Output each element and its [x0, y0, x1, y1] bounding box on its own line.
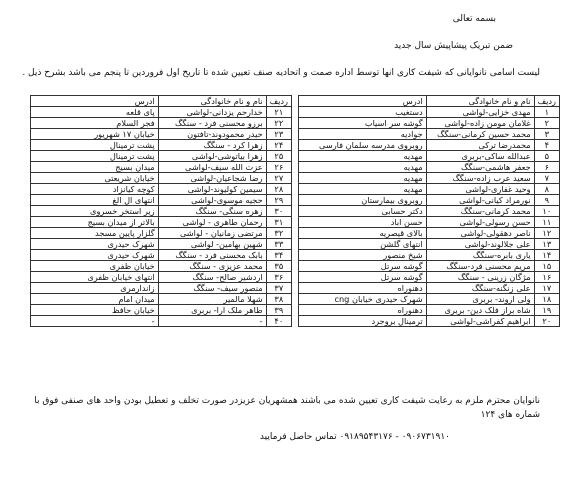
baker-address: مهدیه [298, 162, 426, 173]
row-number: ۱۲ [534, 228, 559, 239]
header-row: ردیف [266, 96, 291, 107]
row-number: ۲۲ [266, 118, 291, 129]
row-number: ۷ [534, 173, 559, 184]
table-row [298, 217, 559, 228]
baker-address: گوشه سرتل [298, 261, 426, 272]
table-row [298, 305, 559, 316]
row-number: ۱۳ [534, 239, 559, 250]
table-row [298, 118, 559, 129]
baker-address: شهرک حیدری [30, 239, 158, 250]
row-number: ۱۱ [534, 217, 559, 228]
baker-name: شاه براز فلک دین- بربری [426, 305, 534, 316]
row-number: ۱۹ [534, 305, 559, 316]
row-number: ۱۵ [534, 261, 559, 272]
baker-address: زیر استخر خسروی [30, 206, 158, 217]
baker-name: محمد عزیزی - سنگگ [158, 261, 266, 272]
table-row [30, 305, 291, 316]
row-number: ۱۴ [534, 250, 559, 261]
baker-address: انتهای خیابان ظفری [30, 272, 158, 283]
header-name: نام و نام خانوادگی [158, 96, 266, 107]
table-row [298, 283, 559, 294]
baker-name: ناصر دهقولی-لواشی [426, 228, 534, 239]
table-row [298, 294, 559, 305]
table-row [298, 261, 559, 272]
baker-name: مرتضی زمانیان - لواشی [158, 228, 266, 239]
row-number: ۲۱ [266, 107, 291, 118]
baker-address: فجر السلام [30, 118, 158, 129]
row-number: ۶ [534, 162, 559, 173]
table-row [298, 107, 559, 118]
baker-name: نورمراد کیانی-لواشی [426, 195, 534, 206]
baker-name: غلامان مومن زاده-لواشی [426, 118, 534, 129]
baker-address: پشت ترمینال [30, 140, 158, 151]
row-number: ۳۴ [266, 250, 291, 261]
row-number: ۳۸ [266, 294, 291, 305]
baker-name: مهدی خزایی-لواشی [426, 107, 534, 118]
baker-name: جعفر هاشمی-سنگگ [426, 162, 534, 173]
table-row [30, 316, 291, 327]
table-row [30, 140, 291, 151]
baker-name: زهرا بیاتوشی-لواشی [158, 151, 266, 162]
table-row [30, 250, 291, 261]
baker-name: محمدرضا ترکی [426, 140, 534, 151]
baker-name: زهره سنگی- سنگگ [158, 206, 266, 217]
baker-address: زاندارمری [30, 283, 158, 294]
baker-address: خیابان ظفری [30, 261, 158, 272]
table-header [30, 96, 291, 107]
row-number: ۴ [534, 140, 559, 151]
baker-address: مهدیه [298, 184, 426, 195]
baker-name: عزت الله سیف-لواشی [158, 162, 266, 173]
row-number: ۳۳ [266, 239, 291, 250]
baker-name: عبدالله ساکی-بربری [426, 151, 534, 162]
baker-address: میدان بسیج [30, 162, 158, 173]
baker-address: مهدیه [298, 151, 426, 162]
table-row [298, 151, 559, 162]
baker-address: ترمینال بروجرد [298, 316, 426, 327]
baker-address: بالای قیصریه [298, 228, 426, 239]
header-address: ادرس [30, 96, 158, 107]
baker-name: خدارحم یزدانی-لواشی [158, 107, 266, 118]
baker-name: سعید عرب زاده-سنگگ [426, 173, 534, 184]
baker-name: برزو محسنی فرد - سنگگ [158, 118, 266, 129]
baker-name: - [158, 316, 266, 327]
baker-address: کوچه کیانزاد [30, 184, 158, 195]
row-number: ۱ [534, 107, 559, 118]
baker-address: دهنوراه [298, 305, 426, 316]
intro-text: لیست اسامی نانوایانی که شیفت کاری انها توسط اداره صمت و اتحادیه صنف تعیین شده تا تاریخ اول فروردین تا پنجم می باشد بشرح ذیل . [22, 68, 540, 78]
row-number: ۱۰ [534, 206, 559, 217]
table-header [298, 96, 559, 107]
row-number: ۱۸ [534, 294, 559, 305]
baker-address: خیابان ۱۷ شهریور [30, 129, 158, 140]
table-row [30, 184, 291, 195]
baker-address: دهنوراه [298, 283, 426, 294]
table-row [30, 118, 291, 129]
baker-name: منصور سیف- سنگگ [158, 283, 266, 294]
baker-name: علی زنگنه-سنگگ [426, 283, 534, 294]
row-number: ۲۷ [266, 173, 291, 184]
table-row [30, 162, 291, 173]
row-number: ۲۸ [266, 184, 291, 195]
baker-name: مژگان زرینی - سنگگ [426, 272, 534, 283]
table-row [30, 151, 291, 162]
table-row [298, 250, 559, 261]
baker-name: ولی اروند- بربری [426, 294, 534, 305]
baker-address: شیخ منصور [298, 250, 426, 261]
baker-address: انتهای گلشن [298, 239, 426, 250]
row-number: ۳۷ [266, 283, 291, 294]
row-number: ۲۵ [266, 151, 291, 162]
contact-text: ۰۹۰۶۷۳۱۹۱۰ - ۰۹۱۸۹۵۴۳۱۷۶ تماس حاصل فرمایید [259, 432, 450, 442]
row-number: ۲۹ [266, 195, 291, 206]
row-number: ۳۱ [266, 217, 291, 228]
table-row [30, 294, 291, 305]
table-row [298, 316, 559, 327]
baker-address: جوادیه [298, 129, 426, 140]
basmala: بسمه تعالی [452, 14, 496, 24]
baker-address: انتهای ال الغ [30, 195, 158, 206]
baker-name: طاهر ملک ارا- بربری [158, 305, 266, 316]
greeting: ضمن تبریک پیشاپیش سال جدید [394, 41, 513, 51]
baker-address: دکتر حسابی [298, 206, 426, 217]
table-row [298, 228, 559, 239]
baker-address: پای قلعه [30, 107, 158, 118]
baker-address: شهرک حیدری خیابان cng [298, 294, 426, 305]
table-row [30, 107, 291, 118]
table-row [298, 184, 559, 195]
baker-address: پشت ترمینال [30, 151, 158, 162]
baker-name: شهین بهامین- لواشی [158, 239, 266, 250]
baker-address: میدان امام [30, 294, 158, 305]
baker-address: خیابان حافظ [30, 305, 158, 316]
table-row [298, 140, 559, 151]
baker-name: شهلا مالمیر [158, 294, 266, 305]
table-row [30, 206, 291, 217]
row-number: ۳۶ [266, 272, 291, 283]
baker-address: روبروی بیمارستان [298, 195, 426, 206]
row-number: ۴۰ [266, 316, 291, 327]
table-row [298, 239, 559, 250]
bakery-table-left [30, 95, 292, 327]
row-number: ۲۰ [534, 316, 559, 327]
row-number: ۲۳ [266, 129, 291, 140]
baker-address: گوشه سرتل [298, 272, 426, 283]
baker-address: حسن اباد [298, 217, 426, 228]
table-row [30, 228, 291, 239]
row-number: ۳۲ [266, 228, 291, 239]
header-name: نام و نام خانوادگی [426, 96, 534, 107]
row-number: ۲ [534, 118, 559, 129]
baker-name: یاری بابره-سنگگ [426, 250, 534, 261]
table-row [30, 239, 291, 250]
baker-address: بالاتر از میدان بسیج [30, 217, 158, 228]
baker-name: علی جلالوند-لواشی [426, 239, 534, 250]
baker-address: خیابان شریعتی [30, 173, 158, 184]
table-row [30, 283, 291, 294]
baker-name: محمد حسین کرمانی-سنگگ [426, 129, 534, 140]
header-address: ادرس [298, 96, 426, 107]
baker-name: رضا شجاعیان-لواشی [158, 173, 266, 184]
baker-name: حیدر محمودوند-تافتون [158, 129, 266, 140]
table-row [30, 173, 291, 184]
row-number: ۲۴ [266, 140, 291, 151]
table-row [30, 261, 291, 272]
row-number: ۵ [534, 151, 559, 162]
row-number: ۸ [534, 184, 559, 195]
baker-address: - [30, 316, 158, 327]
table-row [30, 272, 291, 283]
row-number: ۳۰ [266, 206, 291, 217]
row-number: ۹ [534, 195, 559, 206]
table-row [30, 195, 291, 206]
table-row [30, 129, 291, 140]
baker-name: حجیه موسوی-لواشی [158, 195, 266, 206]
baker-name: حسن رسولی-لواشی [426, 217, 534, 228]
baker-name: وحید غفاری-لواشی [426, 184, 534, 195]
baker-name: سیمین کولیوند-لواشی [158, 184, 266, 195]
row-number: ۲۶ [266, 162, 291, 173]
baker-name: زهرا کرد - سنگگ [158, 140, 266, 151]
table-row [298, 129, 559, 140]
baker-address: دستغیب [298, 107, 426, 118]
baker-address: مهدیه [298, 173, 426, 184]
bakery-table-right [298, 95, 560, 327]
table-row [298, 272, 559, 283]
baker-address: گلزار پایین مسجد [30, 228, 158, 239]
table-row [298, 206, 559, 217]
table-row [298, 195, 559, 206]
baker-name: اردشیر صالح- سنگگ [158, 272, 266, 283]
baker-address: گوشه سر اسیاب [298, 118, 426, 129]
baker-name: مریم محسنی فرد-سنگگ [426, 261, 534, 272]
baker-address: شهرک حیدری [30, 250, 158, 261]
row-number: ۳ [534, 129, 559, 140]
baker-name: رحمان طاهری - لواشی [158, 217, 266, 228]
table-row [298, 173, 559, 184]
table-row [298, 162, 559, 173]
row-number: ۳۹ [266, 305, 291, 316]
row-number: ۱۷ [534, 283, 559, 294]
closing-text: نانوایان محترم ملزم به رعایت شیفت کاری تعیین شده می باشند همشهریان عزیزدر صورت تخلف و تعطیل بودن واحد های صنفی فوق با شماره های ۱۲۴ [34, 396, 540, 420]
baker-address: روبروی مدرسه سلمان فارسی [298, 140, 426, 151]
table-row [30, 217, 291, 228]
baker-name: بابک محسنی فرد - سنگگ [158, 250, 266, 261]
row-number: ۳۵ [266, 261, 291, 272]
header-row: ردیف [534, 96, 559, 107]
baker-name: محمد کرمانی-سنگگ [426, 206, 534, 217]
row-number: ۱۶ [534, 272, 559, 283]
baker-name: ابراهیم کفراشی-لواشی [426, 316, 534, 327]
